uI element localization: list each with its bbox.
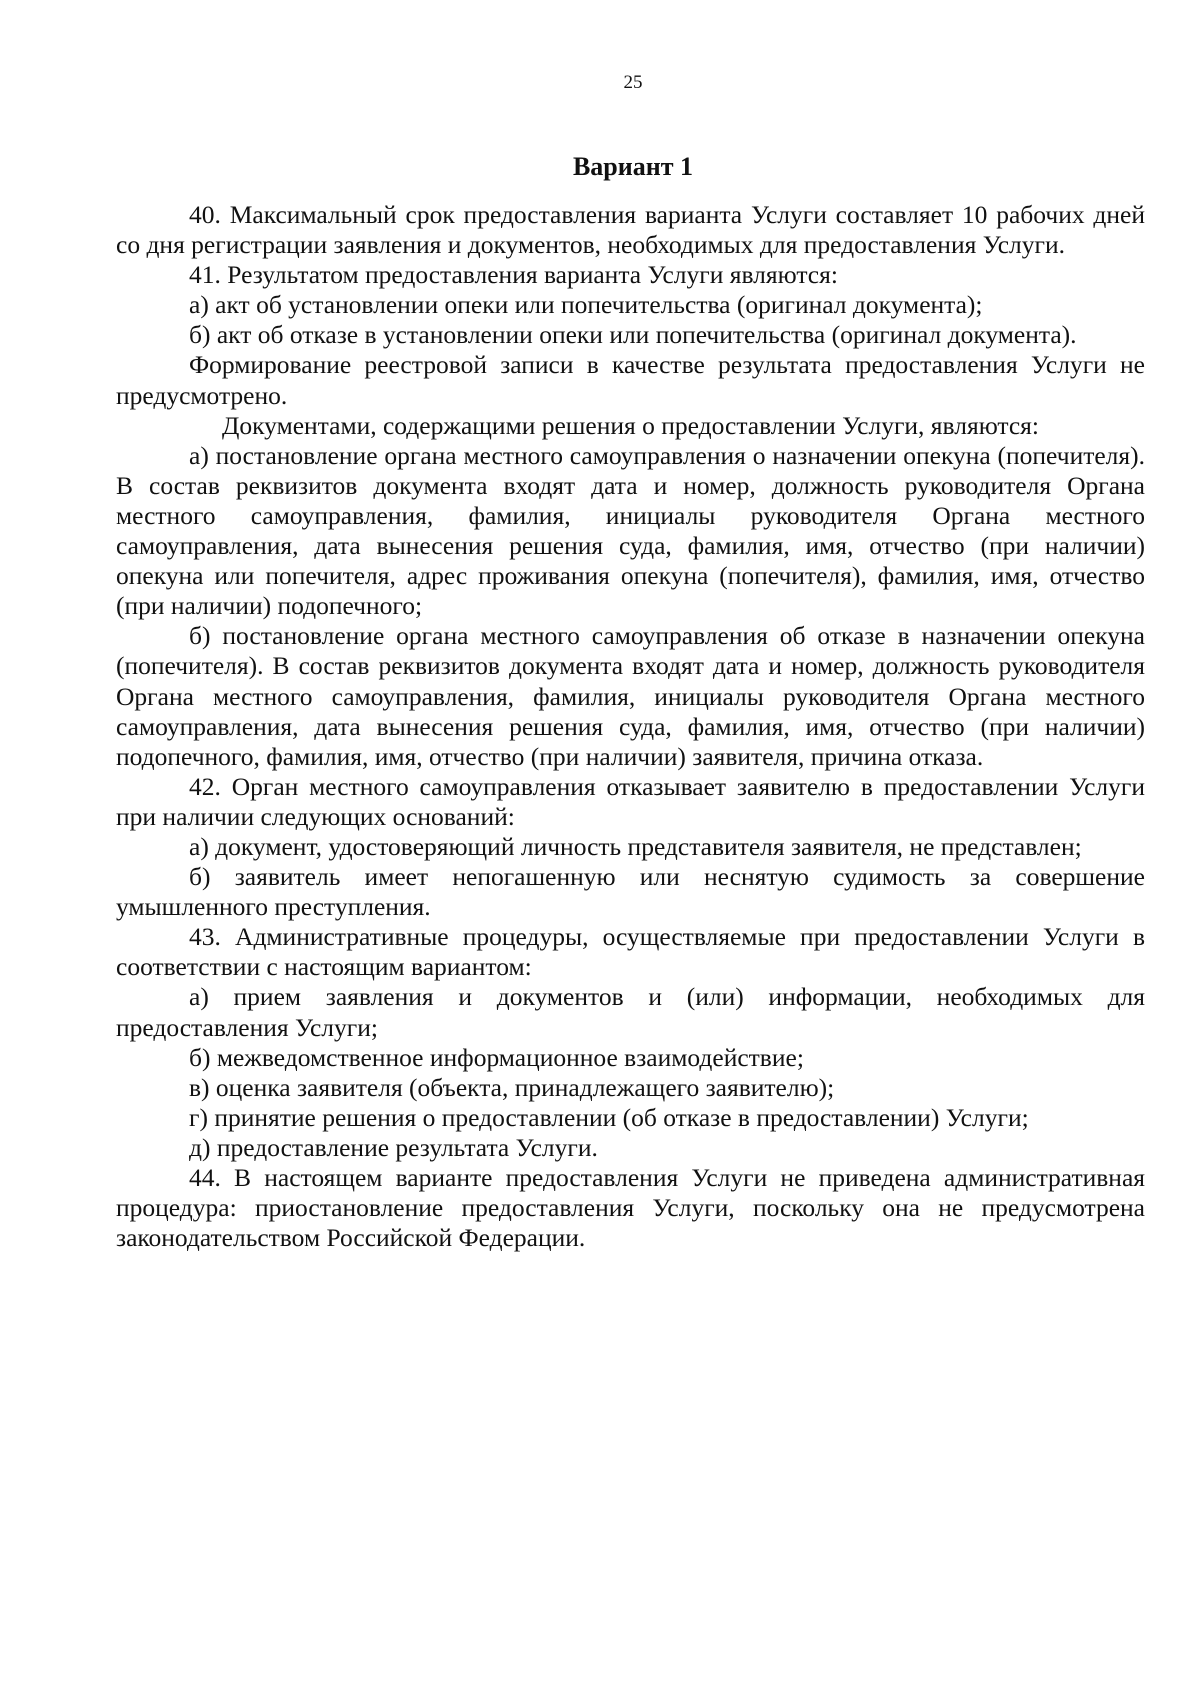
list-item: в) оценка заявителя (объекта, принадлежащего заявителю); — [189, 1072, 835, 1102]
paragraph-40: 40. Максимальный срок предоставления варианта Услуги составляет 10 рабочих дней со дня регистрации заявления и документов, необходимых для предоставления Услуги. — [116, 200, 1145, 260]
list-item: а) акт об установлении опеки или попечительства (оригинал документа); — [189, 290, 983, 320]
paragraph-centered: Документами, содержащими решения о предоставлении Услуги, являются: — [221, 410, 1039, 440]
paragraph-44: 44. В настоящем варианте предоставления Услуги не приведена административная процедура: приостановление предоставления Услуги, поскольку она не предусмотрена законодательством Российской Федерации. — [116, 1163, 1145, 1253]
document-body — [116, 200, 1145, 1253]
paragraph: Формирование реестровой записи в качестве результата предоставления Услуги не предусмотрено. — [116, 350, 1145, 410]
list-item: а) документ, удостоверяющий личность представителя заявителя, не представлен; — [189, 831, 1082, 861]
list-item: б) межведомственное информационное взаимодействие; — [189, 1042, 804, 1072]
list-item: б) акт об отказе в установлении опеки или попечительства (оригинал документа). — [189, 320, 1077, 350]
page-number: 25 — [623, 72, 643, 93]
paragraph-41: 41. Результатом предоставления варианта Услуги являются: — [189, 260, 838, 290]
paragraph-42: 42. Орган местного самоуправления отказывает заявителю в предоставлении Услуги при наличии следующих оснований: — [116, 771, 1145, 831]
list-item: а) постановление органа местного самоуправления о назначении опекуна (попечителя). В состав реквизитов документа входят дата и номер, должность руководителя Органа местного самоуправления, фамилия, инициалы руководителя Органа местного самоуправления, дата вынесения решения суда, фамилия, имя, отчество (при наличии) опекуна или попечителя, адрес проживания опекуна (попечителя), фамилия, имя, отчество (при наличии) подопечного; — [116, 440, 1145, 621]
list-item: а) прием заявления и документов и (или) информации, необходимых для предоставления Услуги; — [116, 982, 1145, 1042]
paragraph-43: 43. Административные процедуры, осуществляемые при предоставлении Услуги в соответствии с настоящим вариантом: — [116, 922, 1145, 982]
list-item: г) принятие решения о предоставлении (об отказе в предоставлении) Услуги; — [189, 1102, 1029, 1132]
list-item: б) заявитель имеет непогашенную или неснятую судимость за совершение умышленного преступления. — [116, 862, 1145, 922]
list-item: д) предоставление результата Услуги. — [189, 1132, 598, 1162]
list-item: б) постановление органа местного самоуправления об отказе в назначении опекуна (попечителя). В состав реквизитов документа входят дата и номер, должность руководителя Органа местного самоуправления, фамилия, инициалы руководителя Органа местного самоуправления, дата вынесения решения суда, фамилия, имя, отчество (при наличии) подопечного, фамилия, имя, отчество (при наличии) заявителя, причина отказа. — [116, 621, 1145, 771]
section-heading: Вариант 1 — [572, 152, 694, 181]
